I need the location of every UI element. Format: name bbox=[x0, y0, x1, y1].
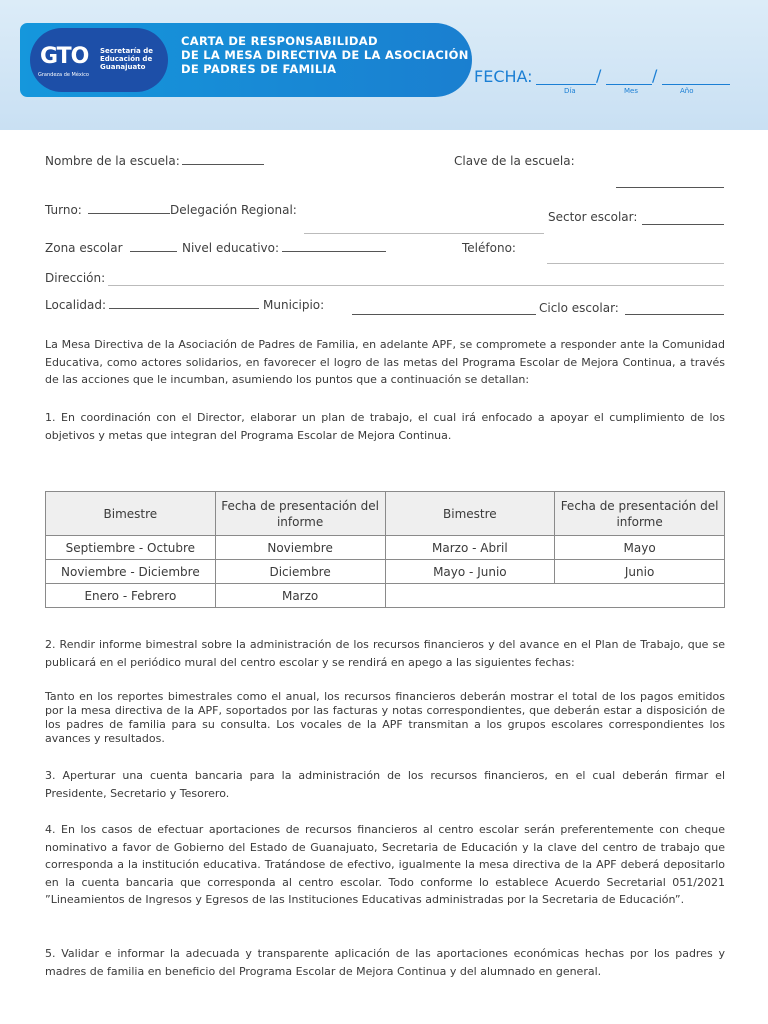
table-cell: Marzo bbox=[215, 584, 385, 608]
municipio-label: Municipio: bbox=[263, 298, 325, 312]
nivel-label: Nivel educativo: bbox=[182, 241, 280, 255]
column-header: Fecha de presentación del informe bbox=[555, 492, 725, 536]
intro-paragraph: La Mesa Directiva de la Asociación de Padres de Familia, en adelante APF, se compromete a responder ante la Comunidad Educativa, como actores solidarios, en favorecer el logro de las metas del Programa Escolar de Mejora Continua, a través de las acciones que le incumban, asumiendo los puntos que a continuación se detallan: bbox=[45, 338, 725, 386]
point-4: 4. En los casos de efectuar aportaciones de recursos financieros al centro escolar serán preferentemente con cheque nominativo a favor de Gobierno del Estado de Guanajuato, Secretaria de Educación y la clave del centro de trabajo que corresponda a la institución educativa. Tratándose de efectivo, igualmente la mesa directiva de la APF deberá depositarlo en la cuenta bancaria que corresponda al centro escolar. Todo conforme lo establece Acuerdo Secretarial 051/2021 ”Lineamientos de Ingresos y Egresos de las Instituciones Educativas administradas por la Secretaria de Educación”. bbox=[45, 823, 725, 906]
point-3: 3. Aperturar una cuenta bancaria para la administración de los recursos financieros, en el cual deberán firmar el Presidente, Secretario y Tesorero. bbox=[45, 769, 725, 800]
telefono-line[interactable] bbox=[547, 263, 724, 264]
clave-escuela-line[interactable] bbox=[616, 187, 724, 188]
point-2: 2. Rendir informe bimestral sobre la administración de los recursos financieros y del avance en el Plan de Trabajo, que se publicará en el periódico mural del centro escolar y se rendirá en apego a las siguientes fechas: bbox=[45, 638, 725, 669]
table-cell: Junio bbox=[555, 560, 725, 584]
municipio-line[interactable] bbox=[352, 314, 536, 315]
point-1: 1. En coordinación con el Director, elaborar un plan de trabajo, el cual irá enfocado a apoyar el cumplimiento de los objetivos y metas que integran del Programa Escolar de Mejora Continua. bbox=[45, 411, 725, 442]
nombre-escuela-line[interactable] bbox=[182, 164, 264, 165]
logo-tagline: Grandeza de México bbox=[38, 72, 89, 78]
table-row bbox=[46, 560, 725, 584]
column-header: Bimestre bbox=[46, 492, 216, 536]
direccion-line[interactable] bbox=[108, 285, 724, 286]
telefono-label: Teléfono: bbox=[462, 241, 516, 255]
point-2-detail: Tanto en los reportes bimestrales como el anual, los recursos financieros deberán mostrar el total de los pagos emitidos por la mesa directiva de la APF, soportados por las facturas y notas correspondientes, que deberán estar a disposición de los padres de familia para su consulta. Los vocales de la APF transmitan a los grupos escolares correspondientes los avances y resultados. bbox=[45, 690, 725, 745]
localidad-label: Localidad: bbox=[45, 298, 107, 312]
clave-escuela-label: Clave de la escuela: bbox=[454, 154, 575, 168]
nombre-escuela-label: Nombre de la escuela: bbox=[45, 154, 180, 168]
fecha-year-line[interactable] bbox=[662, 84, 730, 85]
localidad-line[interactable] bbox=[109, 308, 259, 309]
ciclo-line[interactable] bbox=[625, 314, 724, 315]
fecha-mes-label: Mes bbox=[624, 87, 638, 95]
table-cell: Septiembre - Octubre bbox=[46, 536, 216, 560]
table-cell: Diciembre bbox=[215, 560, 385, 584]
report-schedule-table bbox=[45, 491, 725, 608]
point-5: 5. Validar e informar la adecuada y transparente aplicación de las aportaciones económicas hechas por los padres y madres de familia en beneficio del Programa Escolar de Mejora Continua y del alumnado en general. bbox=[45, 947, 725, 978]
sector-line[interactable] bbox=[642, 224, 724, 225]
logo-mark: GTO bbox=[40, 44, 89, 69]
table-cell: Mayo bbox=[555, 536, 725, 560]
delegacion-line[interactable] bbox=[304, 233, 544, 234]
table-cell: Mayo - Junio bbox=[385, 560, 555, 584]
title-line: DE PADRES DE FAMILIA bbox=[181, 62, 337, 76]
fecha-slash: / bbox=[596, 66, 602, 85]
table-row bbox=[46, 584, 725, 608]
table-cell: Noviembre - Diciembre bbox=[46, 560, 216, 584]
fecha-dia-label: Día bbox=[564, 87, 576, 95]
nivel-line[interactable] bbox=[282, 251, 386, 252]
document-title bbox=[181, 34, 471, 76]
column-header: Fecha de presentación del informe bbox=[215, 492, 385, 536]
table-cell bbox=[385, 584, 725, 608]
table-cell: Noviembre bbox=[215, 536, 385, 560]
table-cell: Marzo - Abril bbox=[385, 536, 555, 560]
fecha-slash: / bbox=[652, 66, 658, 85]
table-header-row bbox=[46, 492, 725, 536]
fecha-label: FECHA: bbox=[474, 67, 533, 86]
column-header: Bimestre bbox=[385, 492, 555, 536]
zona-label: Zona escolar bbox=[45, 241, 123, 255]
turno-line[interactable] bbox=[88, 213, 170, 214]
table-cell: Enero - Febrero bbox=[46, 584, 216, 608]
logo-text: Secretaría de Educación de Guanajuato bbox=[100, 47, 153, 71]
fecha-month-line[interactable] bbox=[606, 84, 652, 85]
table-row bbox=[46, 536, 725, 560]
zona-line[interactable] bbox=[130, 251, 177, 252]
title-line: CARTA DE RESPONSABILIDAD bbox=[181, 34, 378, 48]
title-line: DE LA MESA DIRECTIVA DE LA ASOCIACIÓN bbox=[181, 48, 469, 62]
sector-label: Sector escolar: bbox=[548, 210, 638, 224]
fecha-anio-label: Año bbox=[680, 87, 694, 95]
turno-label: Turno: bbox=[45, 203, 82, 217]
delegacion-label: Delegación Regional: bbox=[170, 203, 297, 217]
ciclo-label: Ciclo escolar: bbox=[539, 301, 619, 315]
direccion-label: Dirección: bbox=[45, 271, 106, 285]
fecha-day-line[interactable] bbox=[536, 84, 596, 85]
